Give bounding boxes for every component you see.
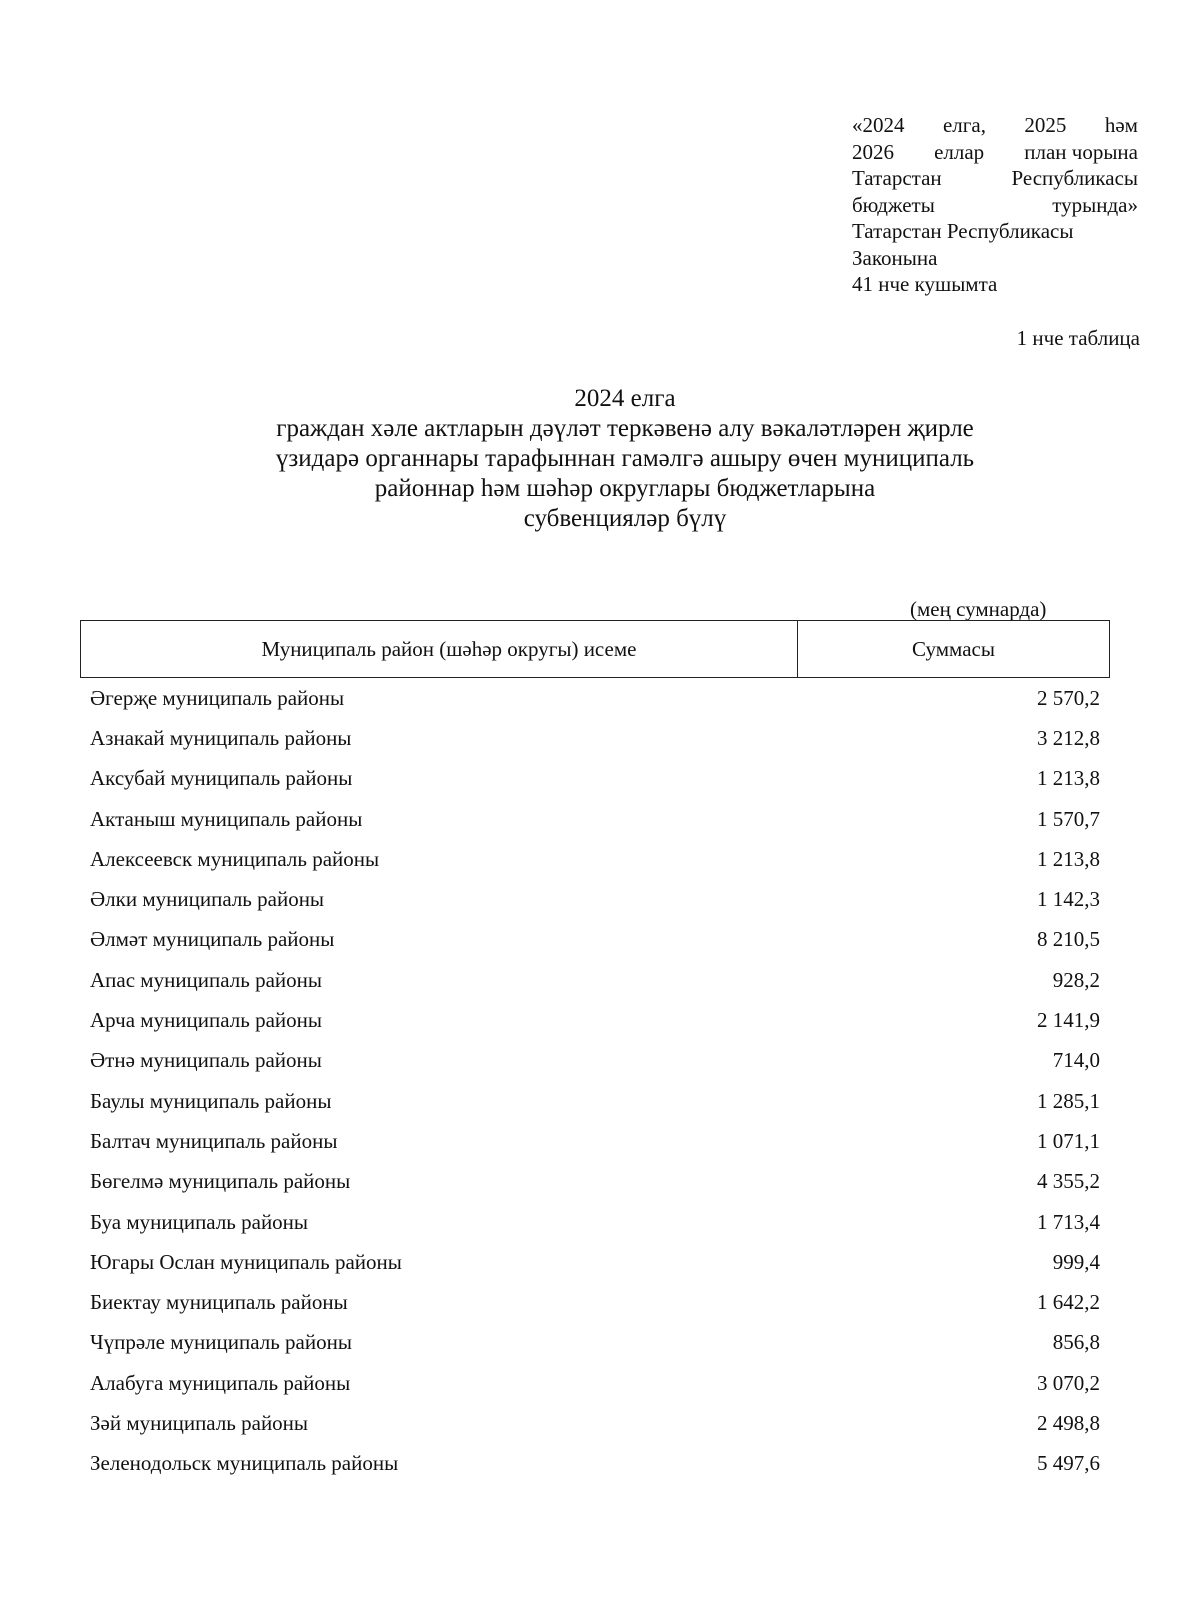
amount-value: 2 141,9	[1037, 1008, 1100, 1033]
municipality-name: Зеленодольск муниципаль районы	[90, 1451, 399, 1476]
municipality-name: Әгерҗе муниципаль районы	[90, 685, 345, 710]
amount-value: 1 285,1	[1037, 1088, 1100, 1113]
amount-value: 714,0	[1052, 1048, 1100, 1073]
reference-line: Законына	[852, 245, 938, 270]
table-row	[90, 1121, 1100, 1161]
reference-line	[852, 112, 1138, 139]
amount-value: 2 570,2	[1037, 685, 1100, 710]
table-row	[90, 1162, 1100, 1202]
reference-word: «2024	[852, 113, 905, 137]
municipality-name: Әлки муниципаль районы	[90, 887, 325, 912]
municipality-name: Алабуга муниципаль районы	[90, 1370, 351, 1395]
reference-line: 41 нче кушымта	[852, 272, 998, 296]
municipality-name: Актаныш муниципаль районы	[90, 806, 363, 831]
municipality-name: Азнакай муниципаль районы	[90, 725, 352, 750]
table-row	[90, 1363, 1100, 1403]
reference-word: 2026	[852, 139, 894, 164]
reference-word: елга,	[942, 113, 986, 137]
amount-value: 999,4	[1052, 1249, 1100, 1274]
table-row	[90, 1041, 1100, 1081]
amount-value: 3 070,2	[1037, 1370, 1100, 1395]
amount-value: 1 570,7	[1037, 806, 1100, 831]
table-row	[90, 718, 1100, 758]
amount-value: 1 213,8	[1037, 766, 1100, 791]
municipality-name: Буа муниципаль районы	[90, 1209, 309, 1234]
title-line: граждан хәле актларын дәүләт теркәвенә алу вәкаләтләрен җирле	[276, 415, 974, 442]
amount-value: 856,8	[1052, 1330, 1100, 1355]
amount-value: 1 071,1	[1037, 1128, 1100, 1153]
amount-value: 1 642,2	[1037, 1290, 1100, 1315]
table-row	[90, 1403, 1100, 1443]
amount-value: 928,2	[1052, 967, 1100, 992]
municipality-name: Югары Ослан муниципаль районы	[90, 1249, 402, 1274]
reference-word: 2025	[1024, 113, 1067, 137]
table-row	[90, 960, 1100, 1000]
amount-value: 5 497,6	[1037, 1451, 1100, 1476]
table-row	[90, 920, 1100, 960]
table-body	[90, 678, 1100, 1484]
reference-line	[852, 192, 1138, 219]
amount-value: 3 212,8	[1037, 725, 1100, 750]
municipality-name: Бөгелмә муниципаль районы	[90, 1169, 351, 1194]
reference-word: турында»	[1052, 192, 1138, 217]
reference-word: Татарстан	[852, 166, 942, 190]
reference-line	[852, 165, 1138, 192]
amount-value: 1 213,8	[1037, 846, 1100, 871]
table-row	[90, 678, 1100, 718]
amount-value: 2 498,8	[1037, 1410, 1100, 1435]
table-number: 1 нче таблица	[1016, 326, 1140, 350]
municipality-name: Апас муниципаль районы	[90, 967, 322, 992]
municipality-name: Зәй муниципаль районы	[90, 1410, 309, 1435]
table-row	[90, 799, 1100, 839]
table-row	[90, 1444, 1100, 1484]
municipality-name: Биектау муниципаль районы	[90, 1290, 348, 1315]
table-row	[90, 1000, 1100, 1040]
municipality-name: Әтнә муниципаль районы	[90, 1048, 322, 1073]
title-line: 2024 елга	[574, 385, 676, 412]
amount-value: 8 210,5	[1037, 927, 1100, 952]
reference-line	[852, 139, 1138, 166]
amount-value: 1 713,4	[1037, 1209, 1100, 1234]
table-row	[90, 1282, 1100, 1322]
table-row	[90, 1202, 1100, 1242]
reference-word: Республикасы	[1011, 166, 1138, 190]
document-title	[0, 384, 1200, 534]
amount-value: 4 355,2	[1037, 1169, 1100, 1194]
municipality-name: Әлмәт муниципаль районы	[90, 927, 335, 952]
amount-value: 1 142,3	[1037, 887, 1100, 912]
table-row	[90, 879, 1100, 919]
reference-word: план чорына	[1024, 139, 1138, 164]
units-note: (мең сумнарда)	[910, 597, 1047, 621]
reference-word: еллар	[934, 139, 985, 164]
title-line: субвенцияләр бүлү	[523, 505, 727, 532]
appendix-reference	[852, 112, 1138, 298]
reference-line: Татарстан Республикасы	[852, 219, 1074, 243]
reference-word: һәм	[1104, 113, 1138, 137]
reference-word: бюджеты	[852, 192, 935, 217]
municipality-name: Баулы муниципаль районы	[90, 1088, 332, 1113]
municipality-name: Балтач муниципаль районы	[90, 1128, 338, 1153]
table-row	[90, 839, 1100, 879]
table-row	[90, 1242, 1100, 1282]
municipality-name: Арча муниципаль районы	[90, 1008, 322, 1033]
header-amount-column: Суммасы	[912, 636, 995, 661]
title-line: районнар һәм шәһәр округлары бюджетларына	[374, 475, 876, 502]
title-line: үзидарә органнары тарафыннан гамәлгә ашыру өчен муниципаль	[275, 445, 975, 472]
table-row	[90, 1081, 1100, 1121]
municipality-name: Аксубай муниципаль районы	[90, 766, 353, 791]
municipality-name: Чүпрәле муниципаль районы	[90, 1330, 352, 1355]
municipality-name: Алексеевск муниципаль районы	[90, 846, 380, 871]
table-row	[90, 1323, 1100, 1363]
header-name-column: Муниципаль район (шәһәр округы) исеме	[81, 621, 798, 677]
table-header	[80, 620, 1110, 678]
table-row	[90, 759, 1100, 799]
